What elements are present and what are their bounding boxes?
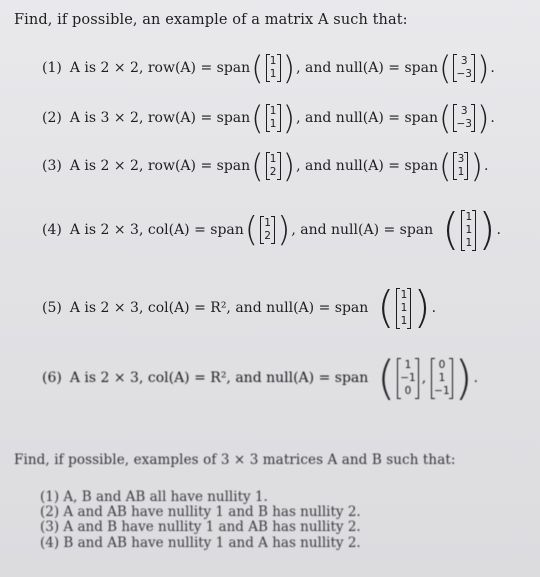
problem-1-nullspan: ( 3 −3 )	[438, 49, 490, 87]
matrix-entry: 1	[269, 68, 277, 80]
problem-5	[42, 282, 437, 333]
problem-5-number: (5)	[42, 300, 62, 316]
problem-5-null-vector	[396, 288, 411, 329]
problem-1-null-label: , and null(A) = span	[296, 60, 438, 76]
problem-1	[42, 49, 495, 87]
list-item: (4) B and AB have nullity 1 and A has nullity 2.	[40, 534, 361, 551]
problem-3-rowspan: ( 1 2 )	[251, 147, 296, 185]
problem-3-null-label: , and null(A) = span	[296, 158, 438, 174]
problem-1-number: (1)	[42, 60, 62, 76]
matrix-entry: 0	[438, 358, 446, 371]
matrix-entry: 1	[269, 105, 277, 117]
problem-1-null-vector	[453, 54, 474, 82]
matrix-entry: 2	[264, 230, 271, 242]
problem-6-null-vector-2	[431, 358, 452, 399]
matrix-entry: 1	[400, 314, 408, 327]
problem-3-nullspan: ( 3 1 )	[438, 147, 483, 185]
problem-6-nullspan: ( 1 −1 0 , 0 1 −1 )	[377, 351, 473, 405]
matrix-entry: −3	[456, 68, 472, 80]
problem-2-period: .	[490, 110, 495, 126]
matrix-entry: −1	[400, 371, 416, 384]
problem-2-null-label: , and null(A) = span	[296, 110, 438, 126]
problem-4-description: A is 2 × 3, col(A) = span	[69, 222, 244, 238]
matrix-entry: 0	[404, 384, 412, 397]
problem-2-number: (2)	[42, 110, 62, 126]
heading-matrices-ab: Find, if possible, examples of 3 × 3 matrices A and B such that:	[14, 452, 456, 468]
problem-5-nullspan: ( 1 1 1 )	[377, 282, 431, 333]
problem-4-colspan: ( 1 2 )	[244, 210, 291, 250]
matrix-entry: 1	[457, 166, 465, 178]
matrix-entry: 1	[269, 55, 277, 67]
problem-2-nullspan: ( 3 −3 )	[438, 99, 490, 137]
nullity-problem-list	[40, 490, 361, 551]
problem-6-number: (6)	[42, 370, 62, 386]
list-item: (1) A, B and AB all have nullity 1.	[40, 489, 268, 505]
matrix-entry: 3	[460, 55, 468, 67]
problem-4-null-vector	[461, 210, 476, 251]
problem-3-description: A is 2 × 2, row(A) = span	[69, 158, 251, 174]
problem-3-null-vector	[453, 152, 468, 180]
problem-4-nullspan: ( 1 1 1 )	[442, 204, 496, 255]
problem-4-period: .	[496, 222, 501, 238]
problem-6	[42, 351, 479, 405]
matrix-entry: −3	[456, 118, 472, 130]
problem-4-col-vector	[260, 216, 275, 244]
matrix-entry: 1	[465, 210, 473, 223]
matrix-entry: 1	[438, 371, 446, 384]
problem-3-period: .	[483, 158, 489, 174]
matrix-entry: 1	[404, 358, 412, 371]
problem-1-row-vector	[266, 54, 281, 82]
problem-2-row-vector	[266, 104, 281, 132]
list-item: (2) A and AB have nullity 1 and B has nullity 2.	[40, 504, 361, 521]
problem-4	[42, 204, 501, 255]
problem-2-rowspan: ( 1 1 )	[251, 99, 296, 137]
matrix-entry: 1	[465, 236, 473, 249]
matrix-entry: 3	[460, 105, 468, 117]
problem-4-number: (4)	[42, 222, 62, 238]
problem-5-description: A is 2 × 3, col(A) = R², and null(A) = span	[69, 300, 369, 316]
problem-1-description: A is 2 × 2, row(A) = span	[69, 60, 251, 76]
problem-6-period: .	[473, 370, 479, 386]
list-item: (3) A and B have nullity 1 and AB has nullity 2.	[40, 519, 361, 536]
problem-2-null-vector	[453, 104, 474, 132]
heading-matrix-a: Find, if possible, an example of a matrix A such that:	[14, 12, 408, 28]
matrix-entry: 3	[457, 153, 465, 165]
problem-1-period: .	[490, 60, 495, 76]
problem-6-null-vector-1	[397, 358, 418, 399]
matrix-entry: −1	[434, 384, 450, 397]
problem-3-number: (3)	[42, 158, 62, 174]
problem-4-null-label: , and null(A) = span	[291, 222, 434, 238]
problem-2-description: A is 3 × 2, row(A) = span	[69, 110, 251, 126]
problem-1-rowspan: ( 1 1 )	[251, 49, 296, 87]
matrix-entry: 1	[465, 223, 473, 236]
matrix-entry: 1	[269, 118, 277, 130]
matrix-entry: 1	[400, 301, 408, 314]
problem-6-description: A is 2 × 3, col(A) = R², and null(A) = span	[69, 370, 369, 386]
matrix-entry: 1	[269, 153, 277, 165]
matrix-entry: 1	[400, 288, 408, 301]
matrix-entry: 2	[269, 166, 277, 178]
matrix-entry: 1	[264, 217, 271, 229]
problem-2	[42, 99, 495, 137]
problem-3	[42, 147, 489, 185]
problem-3-row-vector	[266, 152, 281, 180]
problem-5-period: .	[431, 300, 437, 316]
